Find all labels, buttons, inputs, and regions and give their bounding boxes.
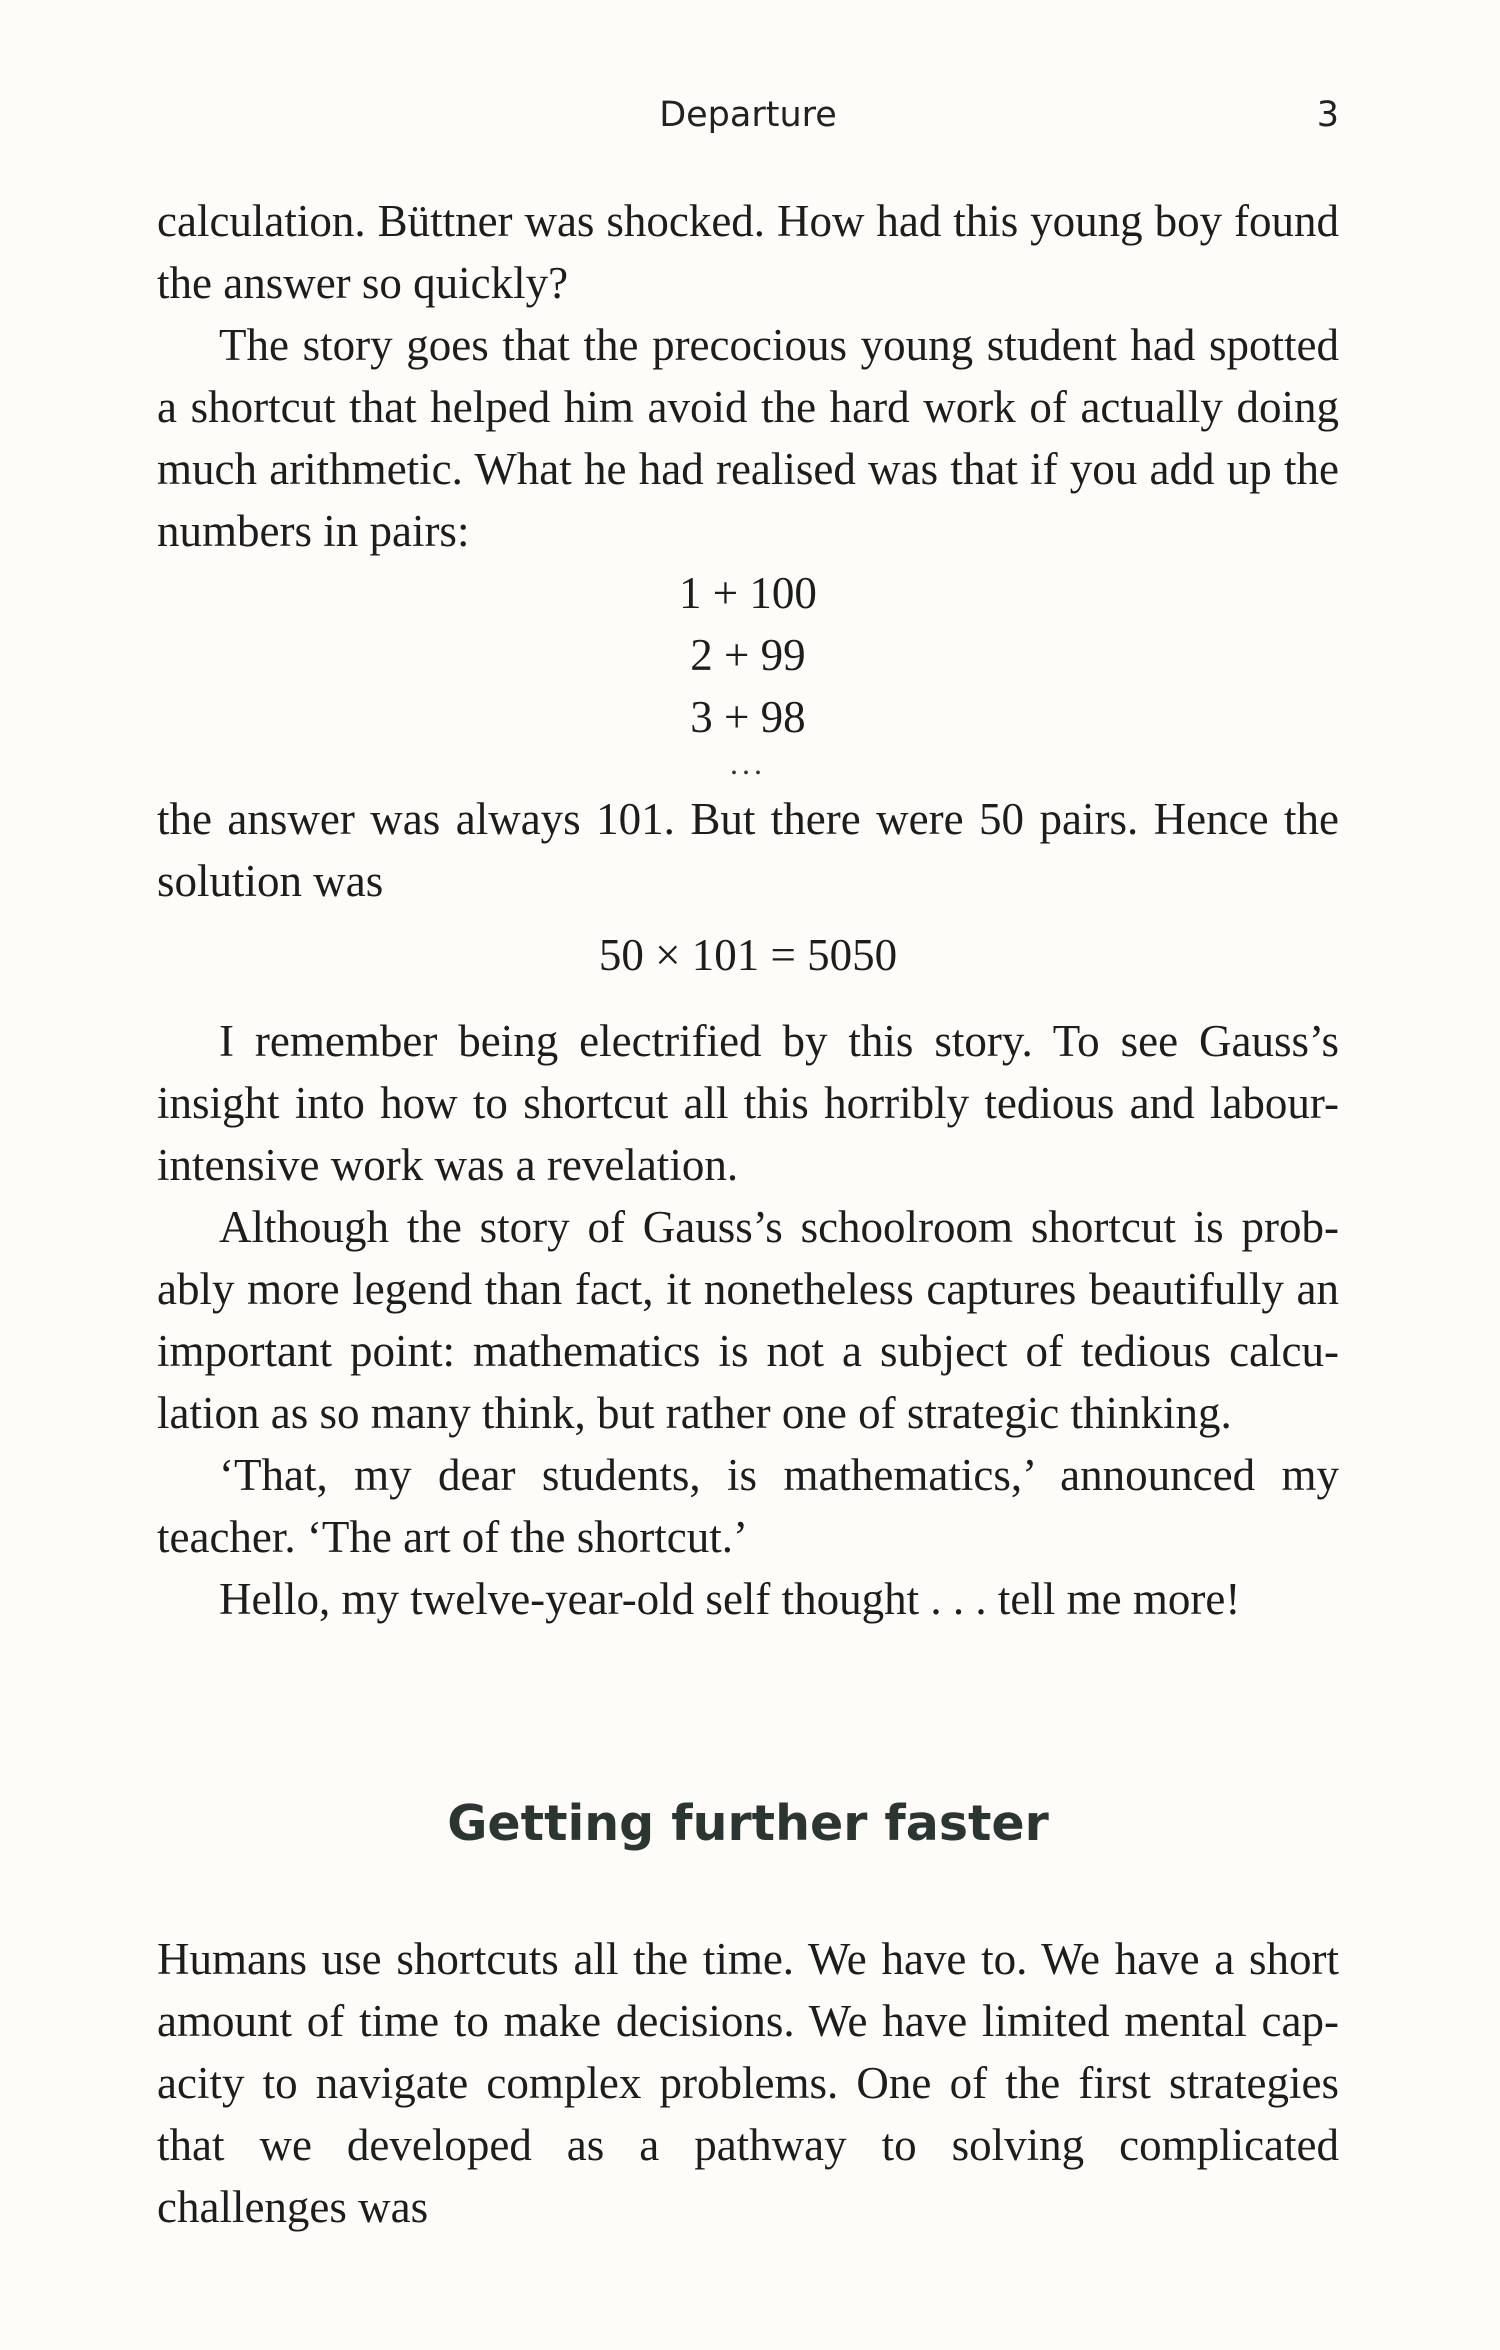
pair-line: 2 + 99: [690, 630, 806, 680]
paragraph-electrified: I remember being electrified by this story. To see Gauss’s insight into how to shortcut all this horribly tedious and labour-intensive work was a revelation.: [157, 1016, 1339, 1190]
pair-line: 3 + 98: [690, 692, 806, 742]
paragraph-answer: the answer was always 101. But there were 50 pairs. Hence the solution was: [157, 794, 1339, 906]
paragraph-hello: Hello, my twelve-year-old self thought . . . tell me more!: [219, 1574, 1241, 1624]
paragraph-legend: Although the story of Gauss’s schoolroom shortcut is probably more legend than fact, it nonetheless captures beautifully an important point: mathematics is not a subject of tedious calculation as so many think, but rather one of strategic thinking.: [157, 1202, 1339, 1438]
chapter-title: Departure: [659, 95, 837, 135]
paragraph-quote: ‘That, my dear students, is mathematics,’ announced my teacher. ‘The art of the shortcut.’: [157, 1450, 1339, 1562]
running-head: [157, 95, 1339, 145]
section-heading: Getting further faster: [447, 1795, 1049, 1852]
paragraph-continued: calculation. Büttner was shocked. How had this young boy found the answer so quickly?: [157, 196, 1339, 308]
body-text-bottom: [157, 1928, 1339, 2238]
equation: 50 × 101 = 5050: [598, 930, 898, 980]
paragraph-story: The story goes that the precocious young student had spotted a shortcut that helped him avoid the hard work of actually doing much arithmetic. What he had realised was that if you add up the numbers in pairs:: [157, 320, 1339, 556]
body-text-top: [157, 190, 1339, 1630]
page-number: 3: [1316, 95, 1339, 135]
paragraph-humans: Humans use shortcuts all the time. We have to. We have a short amount of time to make decisions. We have limited mental capacity to navigate complex problems. One of the first strategies that we developed as a pathway to solving complicated challenges was: [157, 1934, 1339, 2232]
pairs-ellipsis: ...: [730, 745, 766, 781]
pair-line: 1 + 100: [679, 568, 817, 618]
number-pairs: [157, 562, 1339, 788]
